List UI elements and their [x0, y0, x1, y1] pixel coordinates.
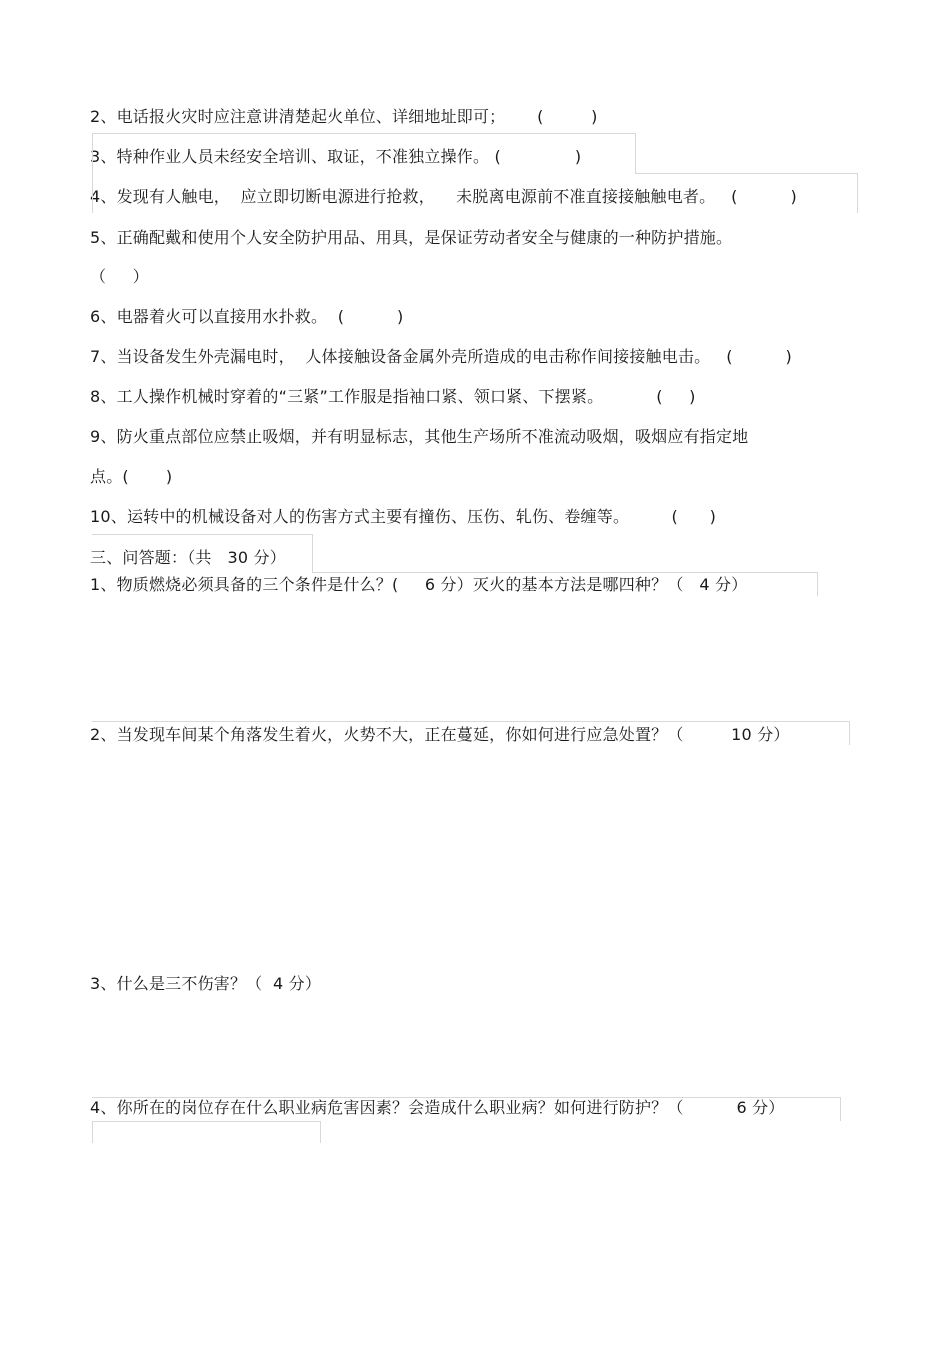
- tf-question-5: 5、正确配戴和使用个人安全防护用品、用具，是保证劳动者安全与健康的一种防护措施。: [90, 228, 733, 247]
- tf-question-4: 4、发现有人触电， 应立即切断电源进行抢救， 未脱离电源前不准直接接触触电者。 ( ): [90, 187, 797, 206]
- tf-question-10: 10、运转中的机械设备对人的伤害方式主要有撞伤、压伤、轧伤、卷缠等。 ( ): [90, 507, 717, 526]
- artifact-rule: [857, 173, 858, 213]
- artifact-rule: [840, 1097, 841, 1121]
- artifact-rule: [635, 133, 636, 173]
- qa-question-3: 3、什么是三不伤害？（ 4 分）: [90, 974, 322, 993]
- artifact-rule: [312, 572, 817, 573]
- qa-question-1: 1、物质燃烧必须具备的三个条件是什么？( 6 分）灭火的基本方法是哪四种？（ 4 分）: [90, 575, 748, 594]
- artifact-rule: [92, 721, 849, 722]
- artifact-rule: [92, 534, 312, 535]
- artifact-rule: [635, 173, 857, 174]
- tf-question-9: 9、防火重点部位应禁止吸烟，并有明显标志，其他生产场所不准流动吸烟，吸烟应有指定地: [90, 427, 749, 446]
- tf-question-3: 3、特种作业人员未经安全培训、取证，不准独立操作。 ( ): [90, 147, 582, 166]
- qa-question-2: 2、当发现车间某个角落发生着火，火势不大，正在蔓延，你如何进行应急处置？（ 10 分）: [90, 725, 790, 744]
- artifact-rule: [92, 1097, 840, 1098]
- artifact-rule: [817, 572, 818, 596]
- artifact-rule: [92, 1121, 93, 1143]
- tf-question-5-answer-blank: （ ）: [90, 267, 149, 286]
- tf-question-9-continued: 点。( ): [90, 467, 173, 486]
- qa-question-4: 4、你所在的岗位存在什么职业病危害因素？会造成什么职业病？如何进行防护？（ 6 分）: [90, 1098, 785, 1117]
- artifact-rule: [312, 534, 313, 572]
- tf-question-7: 7、当设备发生外壳漏电时， 人体接触设备金属外壳所造成的电击称作间接接触电击。 ( ): [90, 347, 792, 366]
- tf-question-6: 6、电器着火可以直接用水扑救。 ( ): [90, 307, 404, 326]
- tf-question-8: 8、工人操作机械时穿着的“三紧”工作服是指袖口紧、领口紧、下摆紧。 ( ): [90, 387, 696, 406]
- artifact-rule: [849, 721, 850, 745]
- artifact-rule: [92, 133, 635, 134]
- artifact-rule: [92, 133, 93, 213]
- artifact-rule: [92, 1121, 320, 1122]
- section-3-title: 三、问答题：（共 30 分）: [90, 548, 286, 567]
- tf-question-2: 2、电话报火灾时应注意讲清楚起火单位、详细地址即可； ( ): [90, 107, 598, 126]
- artifact-rule: [320, 1121, 321, 1143]
